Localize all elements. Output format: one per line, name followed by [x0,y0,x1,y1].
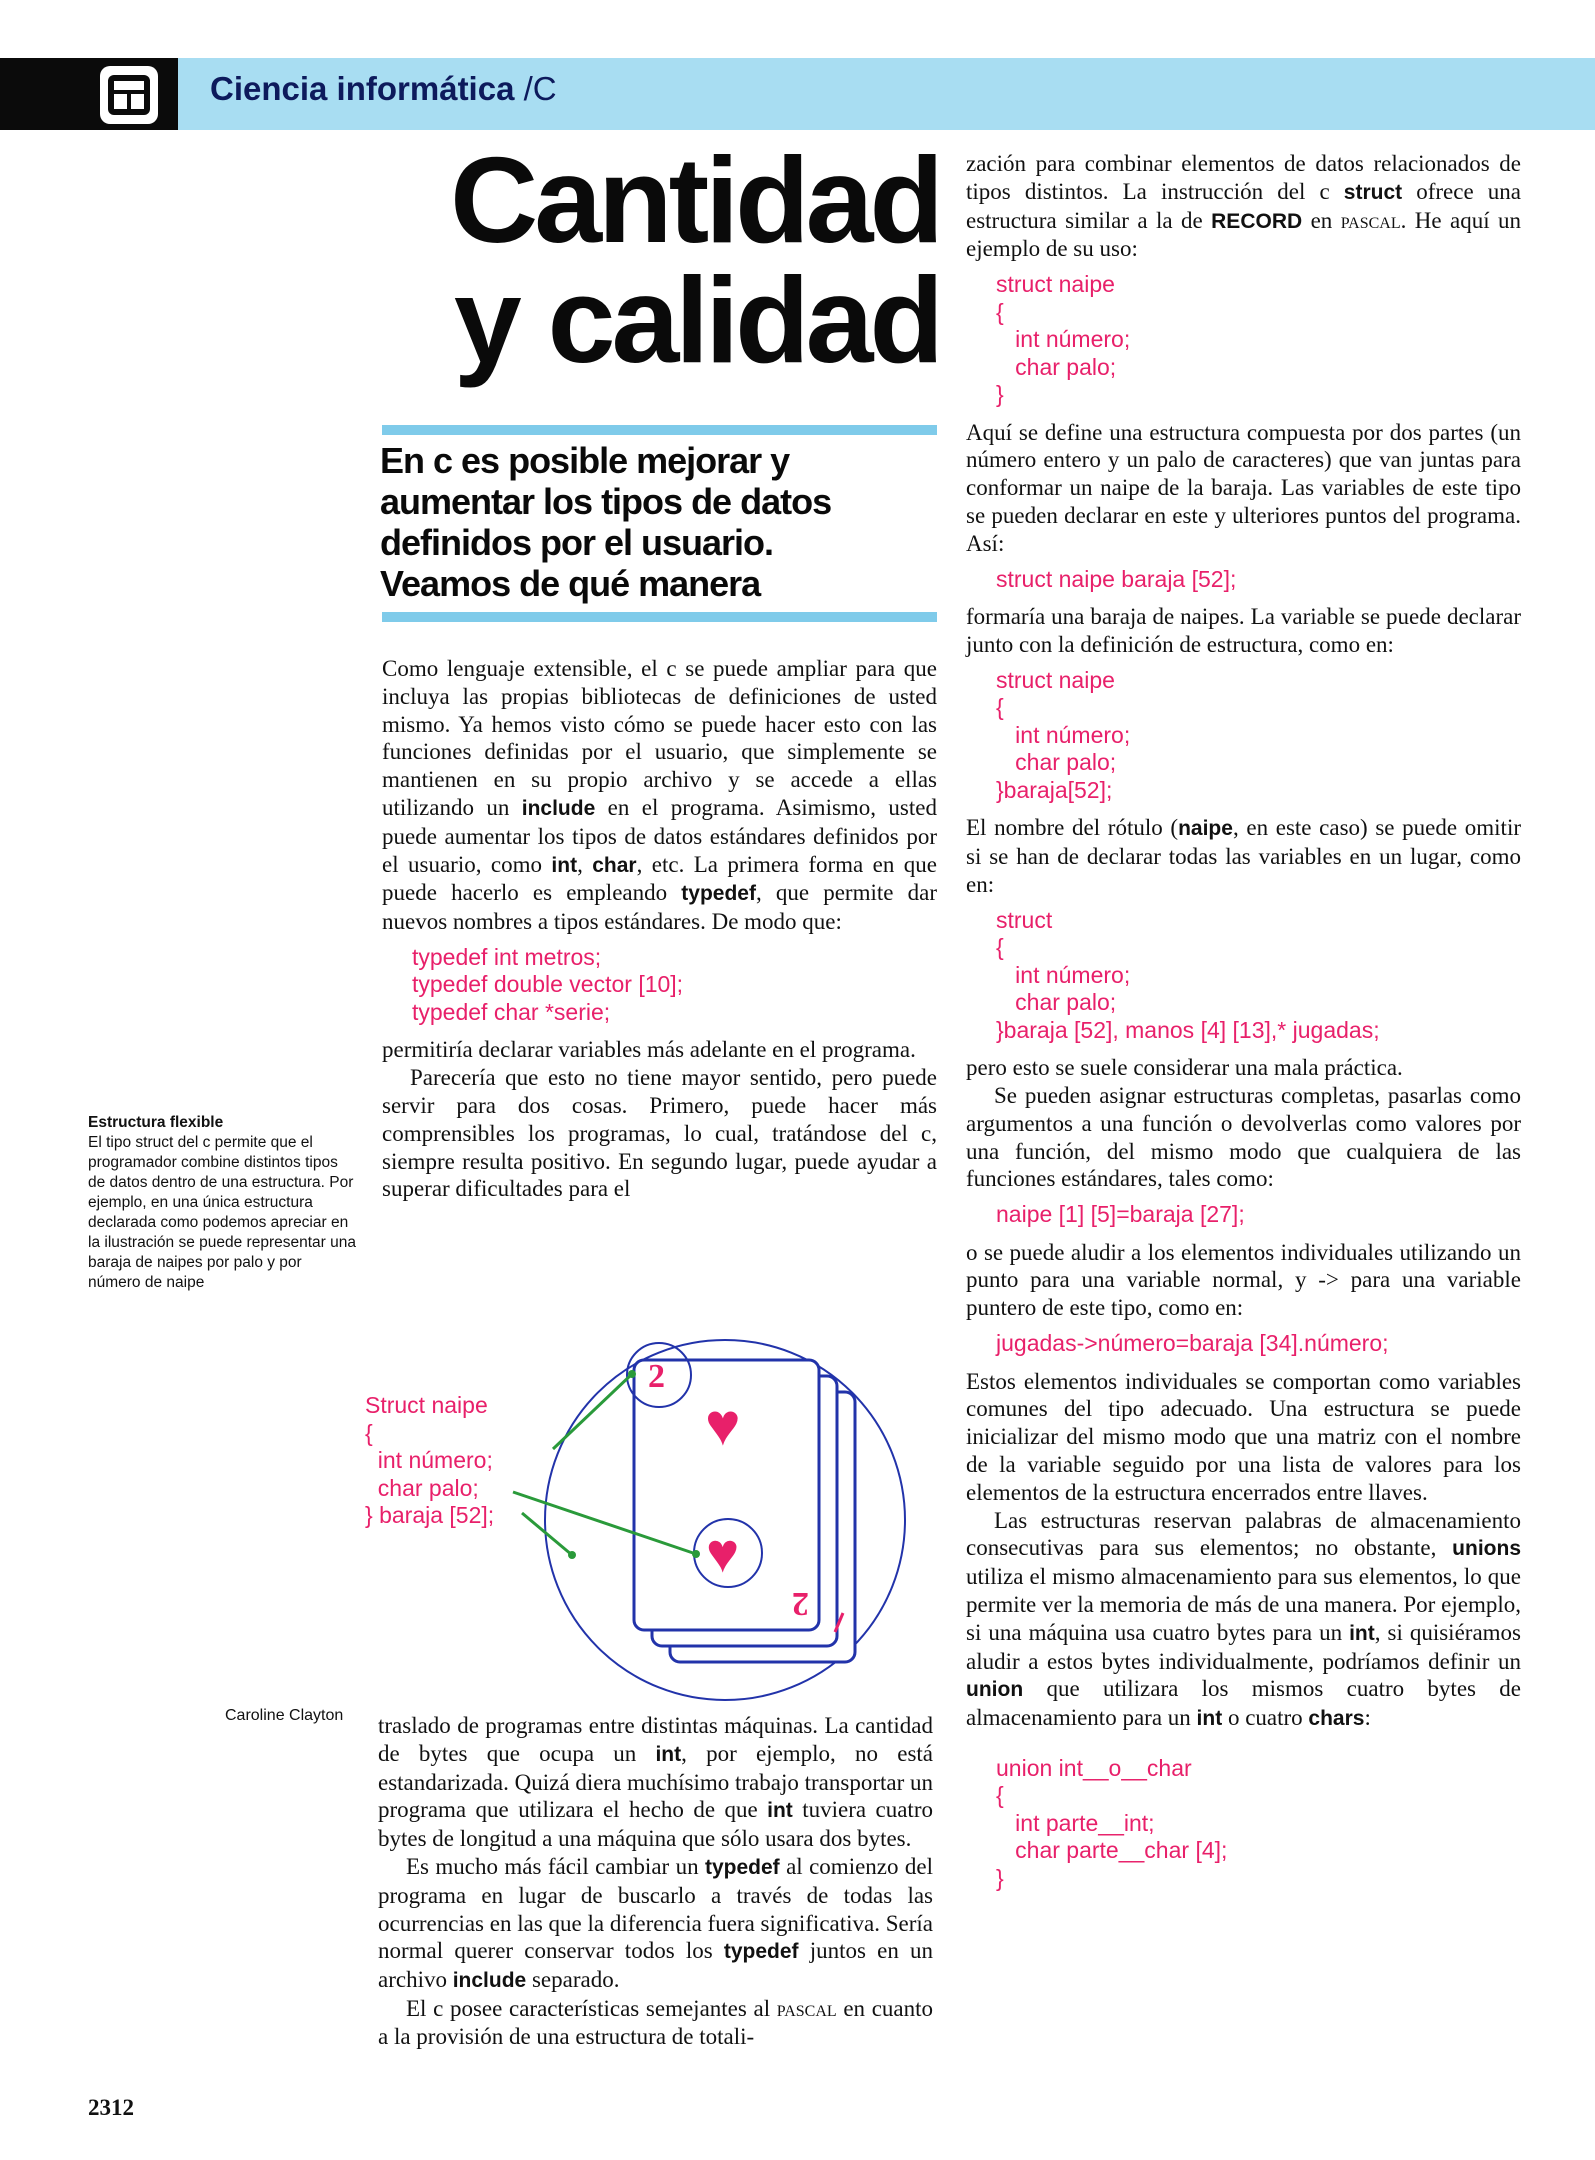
paragraph: Es mucho más fácil cambiar un typedef al comienzo del programa en lugar de buscarlo a través de todas las ocurrencias en las que la diferencia fuera significativa. Sería normal querer conservar todos los typedef juntos en un archivo include separado. [378,1853,933,1993]
paragraph: traslado de programas entre distintas máquinas. La cantidad de bytes que ocupa un int, por ejemplo, no está estandarizada. Quizá diera muchísimo trabajo transportar un programa que utilizara el hecho de que int tuviera cuatro bytes de longitud a una máquina que sólo usara dos bytes. [378,1713,933,1852]
code-block: typedef int metros; typedef double vector [10]; typedef char *serie; [412,943,684,1025]
paragraph: permitiría declarar variables más adelante en el programa. [382,1037,916,1063]
page-number: 2312 [88,2095,134,2120]
left-column-bottom [378,1712,933,2051]
caption-title: Estructura flexible [88,1114,224,1131]
card-number-inverted: 2 [792,1585,809,1622]
card-illustration [360,1330,960,1710]
illustration-code-line: char palo; [365,1474,479,1501]
section-subtitle: /C [523,70,557,107]
paragraph: Aquí se define una estructura compuesta por dos partes (un número entero y un palo de caracteres) que van juntas para conformar un naipe de la baraja. Las variables de este tipo se pueden declarar en este y ulteriores puntos del programa. Así: [966,419,1521,556]
illustration-code-line: } baraja [52]; [365,1502,495,1528]
subhead: En c es posible mejorar y aumentar los tipos de datos definidos por el usuario. Veamos de qué manera [380,440,832,604]
subhead-bottom-rule [382,612,937,622]
headline-line-1: Cantidad [450,132,940,268]
paragraph: pero esto se suele considerar una mala práctica. [966,1055,1403,1081]
code-block: union int__o__char { int parte__int; char parte__char [4]; } [996,1754,1228,1891]
paragraph: formaría una baraja de naipes. La variable se puede declarar junto con la definición de estructura, como en: [966,604,1521,657]
paragraph: El c posee características semejantes al pascal en cuanto a la provisión de una estructura de totali- [378,1995,934,2049]
paragraph: o se puede aludir a los elementos individuales utilizando un punto para una variable normal, y -> para una variable puntero de este tipo, como en: [966,1239,1521,1321]
code-block: naipe [1] [5]=baraja [27]; [996,1201,1245,1228]
heart-suit-icon: ♥ [706,1523,740,1585]
right-column [966,150,1521,1902]
paragraph: zación para combinar elementos de datos relacionados de tipos distintos. La instrucción del c struct ofrece una estructura similar a la de RECORD en pascal. He aquí un ejemplo de su uso: [966,151,1521,262]
caption-text: El tipo struct del c permite que el programador combine distintos tipos de datos dentro de una estructura. Por ejemplo, en una única estructura declarada como podemos apreciar en la ilustración se puede representar una baraja de naipes por palo y por número de naipe [88,1134,356,1291]
paragraph: Parecería que esto no tiene mayor sentido, pero puede servir para dos cosas. Primero, puede hacer más comprensibles los programas, lo cual, tratándose del c, siempre resulta positivo. En segundo lugar, puede ayudar a superar dificultades para el [382,1065,937,1202]
code-block: struct naipe { int número; char palo; } [996,271,1131,408]
section-logo-icon [100,66,158,124]
photo-credit: Caroline Clayton [225,1707,344,1724]
paragraph: El nombre del rótulo (naipe, en este caso) se puede omitir si se han de declarar todas las variables en un lugar, como en: [966,815,1521,897]
illustration-code-line: { [365,1419,373,1446]
section-title-text: Ciencia informática [210,70,515,107]
headline-line-2: y calidad [453,252,940,388]
code-block: struct naipe baraja [52]; [996,565,1237,592]
code-block: jugadas->número=baraja [34].número; [996,1330,1389,1357]
paragraph: Estos elementos individuales se comportan como variables comunes del tipo adecuado. Una estructura se puede inicializar del mismo modo que una matriz con el nombre de la variable seguido por una lista de valores para los elementos de la estructura encerrados entre llaves. [966,1368,1521,1505]
illustration-code [365,1392,494,1530]
headline [440,132,940,388]
paragraph: Las estructuras reservan palabras de almacenamiento consecutivas para sus elementos; no obstante, unions utiliza el mismo almacenamiento para sus elementos, lo que permite ver la memoria de más de una manera. Por ejemplo, si una máquina usa cuatro bytes para un int, si quisiéramos aludir a estos bytes individualmente, podríamos definir un union que utilizara los mismos cuatro bytes de almacenamiento para un int o cuatro chars: [966,1507,1521,1731]
paragraph: Se pueden asignar estructuras completas, pasarlas como argumentos a una función o devolverlas como valores por una función, del mismo modo que cualquiera de las funciones estándares, tales como: [966,1082,1521,1192]
code-block: struct naipe { int número; char palo; }baraja[52]; [996,666,1131,803]
heart-suit-icon: ♥ [705,1392,741,1458]
card-number: 2 [648,1358,665,1395]
subhead-top-rule [382,425,937,435]
paragraph: Como lenguaje extensible, el c se puede ampliar para que incluya las propias bibliotecas de definiciones de usted mismo. Ya hemos visto cómo se puede hacer esto con las funciones definidas por el usuario, que simplemente se mantienen en su propio archivo y se accede a ellas utilizando un include en el programa. Asimismo, usted puede aumentar los tipos de datos estándares definidos por el usuario, como int, char, etc. La primera forma en que puede hacerlo es empleando typedef, que permite dar nuevos nombres a tipos estándares. De modo que: [382,656,938,935]
caption [88,1113,358,1293]
illustration-code-line: int número; [365,1447,493,1473]
illustration-code-line: Struct naipe [365,1392,488,1418]
code-block: struct { int número; char palo; }baraja [52], manos [4] [13],* jugadas; [996,906,1380,1043]
section-title [210,70,557,108]
left-column-top [382,655,937,1203]
